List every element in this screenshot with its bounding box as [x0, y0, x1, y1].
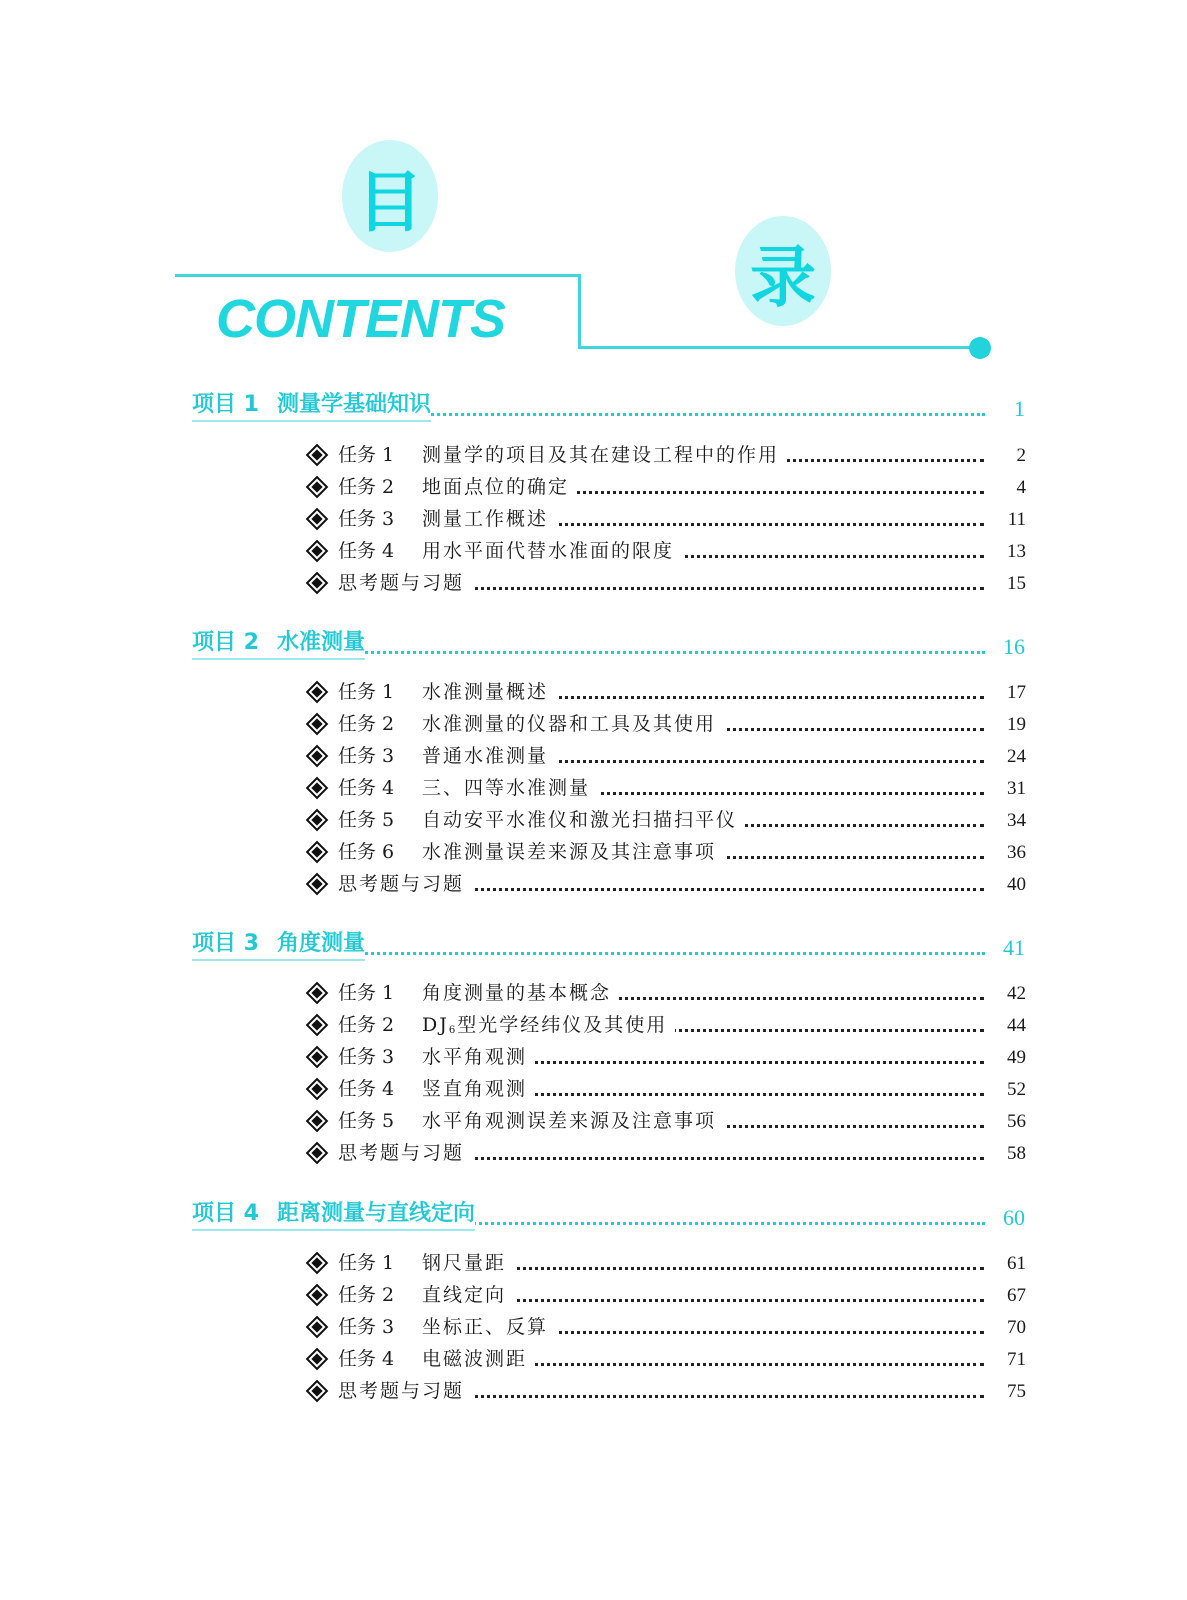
toc-task[interactable]	[306, 709, 1026, 739]
task-number: 任务 4	[338, 540, 395, 562]
task-number: 任务 1	[338, 1252, 395, 1274]
diamond-bullet-icon	[306, 476, 326, 496]
task-page: 40	[1003, 874, 1026, 896]
diamond-bullet-icon	[306, 1142, 326, 1162]
project-title: 距离测量与直线定向	[276, 1201, 475, 1226]
task-title: 水平角观测误差来源及注意事项	[422, 1110, 717, 1132]
task-page: 19	[1003, 714, 1026, 736]
task-page: 75	[1003, 1381, 1026, 1403]
toc-task[interactable]	[306, 504, 1026, 534]
task-page: 67	[1003, 1285, 1026, 1307]
project-number: 项目 3	[192, 931, 259, 956]
toc-exercises[interactable]	[306, 568, 1026, 598]
toc-task[interactable]	[306, 1312, 1026, 1342]
task-title	[422, 1010, 667, 1037]
toc-task[interactable]	[306, 536, 1026, 566]
task-title: 测量工作概述	[422, 508, 549, 530]
project-page: 41	[1003, 935, 1025, 960]
task-title: 钢尺量距	[422, 1252, 507, 1274]
project-number: 项目 2	[192, 630, 259, 655]
toc-task[interactable]	[306, 837, 1026, 867]
toc-task[interactable]	[306, 1106, 1026, 1136]
task-page: 13	[1003, 541, 1026, 563]
diamond-bullet-icon	[306, 1284, 326, 1304]
task-title: 三、四等水准测量	[422, 777, 591, 799]
task-title: 普通水准测量	[422, 745, 549, 767]
toc-task[interactable]	[306, 1010, 1026, 1040]
task-title: 思考题与习题	[338, 572, 465, 594]
task-number: 任务 4	[338, 1078, 395, 1100]
header-rule-top	[175, 274, 581, 277]
project-page: 16	[1003, 634, 1025, 659]
project-number: 项目 1	[192, 392, 259, 417]
task-number: 任务 3	[338, 745, 395, 767]
toc-task[interactable]	[306, 741, 1026, 771]
task-number: 任务 1	[338, 982, 395, 1004]
task-page: 36	[1003, 842, 1026, 864]
project-title: 测量学基础知识	[276, 392, 431, 417]
task-number: 任务 3	[338, 1046, 395, 1068]
task-page: 42	[1003, 983, 1026, 1005]
task-title: 水平角观测	[422, 1046, 528, 1068]
task-title: 地面点位的确定	[422, 476, 570, 498]
diamond-bullet-icon	[306, 1014, 326, 1034]
diamond-bullet-icon	[306, 873, 326, 893]
task-page: 58	[1003, 1143, 1026, 1165]
toc-exercises[interactable]	[306, 1138, 1026, 1168]
toc-project-1[interactable]	[192, 392, 1025, 426]
diamond-bullet-icon	[306, 1380, 326, 1400]
toc-project-4[interactable]	[192, 1201, 1025, 1235]
toc-task[interactable]	[306, 472, 1026, 502]
task-page: 56	[1003, 1111, 1026, 1133]
task-number: 任务 3	[338, 1316, 395, 1338]
diamond-bullet-icon	[306, 1110, 326, 1130]
task-title-main: DJ	[422, 1014, 449, 1036]
task-page: 71	[1003, 1349, 1026, 1371]
toc-task[interactable]	[306, 440, 1026, 470]
diamond-bullet-icon	[306, 982, 326, 1002]
toc-task[interactable]	[306, 1248, 1026, 1278]
task-page: 2	[1013, 445, 1027, 467]
task-number: 任务 6	[338, 841, 395, 863]
task-number: 任务 1	[338, 444, 395, 466]
task-number: 任务 2	[338, 713, 395, 735]
toc-exercises[interactable]	[306, 1376, 1026, 1406]
task-number: 任务 5	[338, 1110, 395, 1132]
project-title: 水准测量	[276, 630, 365, 655]
task-page: 61	[1003, 1253, 1026, 1275]
task-number: 任务 4	[338, 1348, 395, 1370]
toc-task[interactable]	[306, 978, 1026, 1008]
toc-exercises[interactable]	[306, 869, 1026, 899]
diamond-bullet-icon	[306, 713, 326, 733]
task-page: 70	[1003, 1317, 1026, 1339]
task-number: 任务 4	[338, 777, 395, 799]
task-number: 任务 5	[338, 809, 395, 831]
diamond-bullet-icon	[306, 444, 326, 464]
diamond-bullet-icon	[306, 1046, 326, 1066]
task-page: 24	[1003, 746, 1026, 768]
contents-heading: CONTENTS	[216, 289, 505, 349]
task-page: 49	[1003, 1047, 1026, 1069]
toc-task[interactable]	[306, 773, 1026, 803]
toc-project-2[interactable]	[192, 630, 1025, 664]
task-number: 任务 2	[338, 1284, 395, 1306]
task-title: 角度测量的基本概念	[422, 982, 612, 1004]
task-page: 34	[1003, 810, 1026, 832]
task-number: 任务 3	[338, 508, 395, 530]
task-title: 思考题与习题	[338, 1380, 465, 1402]
task-page: 31	[1003, 778, 1026, 800]
header-rule-end-dot	[969, 337, 991, 359]
task-title: 竖直角观测	[422, 1078, 528, 1100]
diamond-bullet-icon	[306, 777, 326, 797]
diamond-bullet-icon	[306, 1348, 326, 1368]
task-number: 任务 2	[338, 476, 395, 498]
task-number: 任务 1	[338, 681, 395, 703]
task-title: 直线定向	[422, 1284, 507, 1306]
diamond-bullet-icon	[306, 572, 326, 592]
toc-task[interactable]	[306, 1280, 1026, 1310]
toc-task[interactable]	[306, 1074, 1026, 1104]
diamond-bullet-icon	[306, 1078, 326, 1098]
toc-task[interactable]	[306, 1344, 1026, 1374]
task-title: 坐标正、反算	[422, 1316, 549, 1338]
project-number: 项目 4	[192, 1201, 259, 1226]
toc-project-3[interactable]	[192, 931, 1025, 965]
task-page: 11	[1004, 509, 1026, 531]
task-title: 思考题与习题	[338, 873, 465, 895]
title-char-mu: 目	[342, 140, 438, 252]
task-title-rest: 型光学经纬仪及其使用	[457, 1014, 668, 1036]
task-page: 52	[1003, 1079, 1026, 1101]
project-title: 角度测量	[276, 931, 365, 956]
diamond-bullet-icon	[306, 745, 326, 765]
diamond-bullet-icon	[306, 540, 326, 560]
header-rule-bottom	[578, 346, 976, 349]
task-title: 自动安平水准仪和激光扫描扫平仪	[422, 809, 738, 831]
diamond-bullet-icon	[306, 841, 326, 861]
task-title: 电磁波测距	[422, 1348, 528, 1370]
task-page: 15	[1003, 573, 1026, 595]
toc-task[interactable]	[306, 1042, 1026, 1072]
toc-task[interactable]	[306, 677, 1026, 707]
task-page: 4	[1013, 477, 1027, 499]
diamond-bullet-icon	[306, 681, 326, 701]
task-title: 测量学的项目及其在建设工程中的作用	[422, 444, 780, 466]
diamond-bullet-icon	[306, 1252, 326, 1272]
title-char-lu: 录	[735, 216, 831, 326]
diamond-bullet-icon	[306, 1316, 326, 1336]
task-number: 任务 2	[338, 1014, 395, 1036]
project-page: 1	[1014, 396, 1025, 421]
task-page: 44	[1003, 1015, 1026, 1037]
toc-task[interactable]	[306, 805, 1026, 835]
diamond-bullet-icon	[306, 809, 326, 829]
task-title: 用水平面代替水准面的限度	[422, 540, 675, 562]
task-page: 17	[1003, 682, 1026, 704]
header-rule-vertical	[578, 274, 581, 349]
project-page: 60	[1003, 1205, 1025, 1230]
diamond-bullet-icon	[306, 508, 326, 528]
task-title: 水准测量误差来源及其注意事项	[422, 841, 717, 863]
task-title: 水准测量的仪器和工具及其使用	[422, 713, 717, 735]
task-title: 水准测量概述	[422, 681, 549, 703]
task-title: 思考题与习题	[338, 1142, 465, 1164]
task-title-subscript: 6	[448, 1025, 458, 1036]
